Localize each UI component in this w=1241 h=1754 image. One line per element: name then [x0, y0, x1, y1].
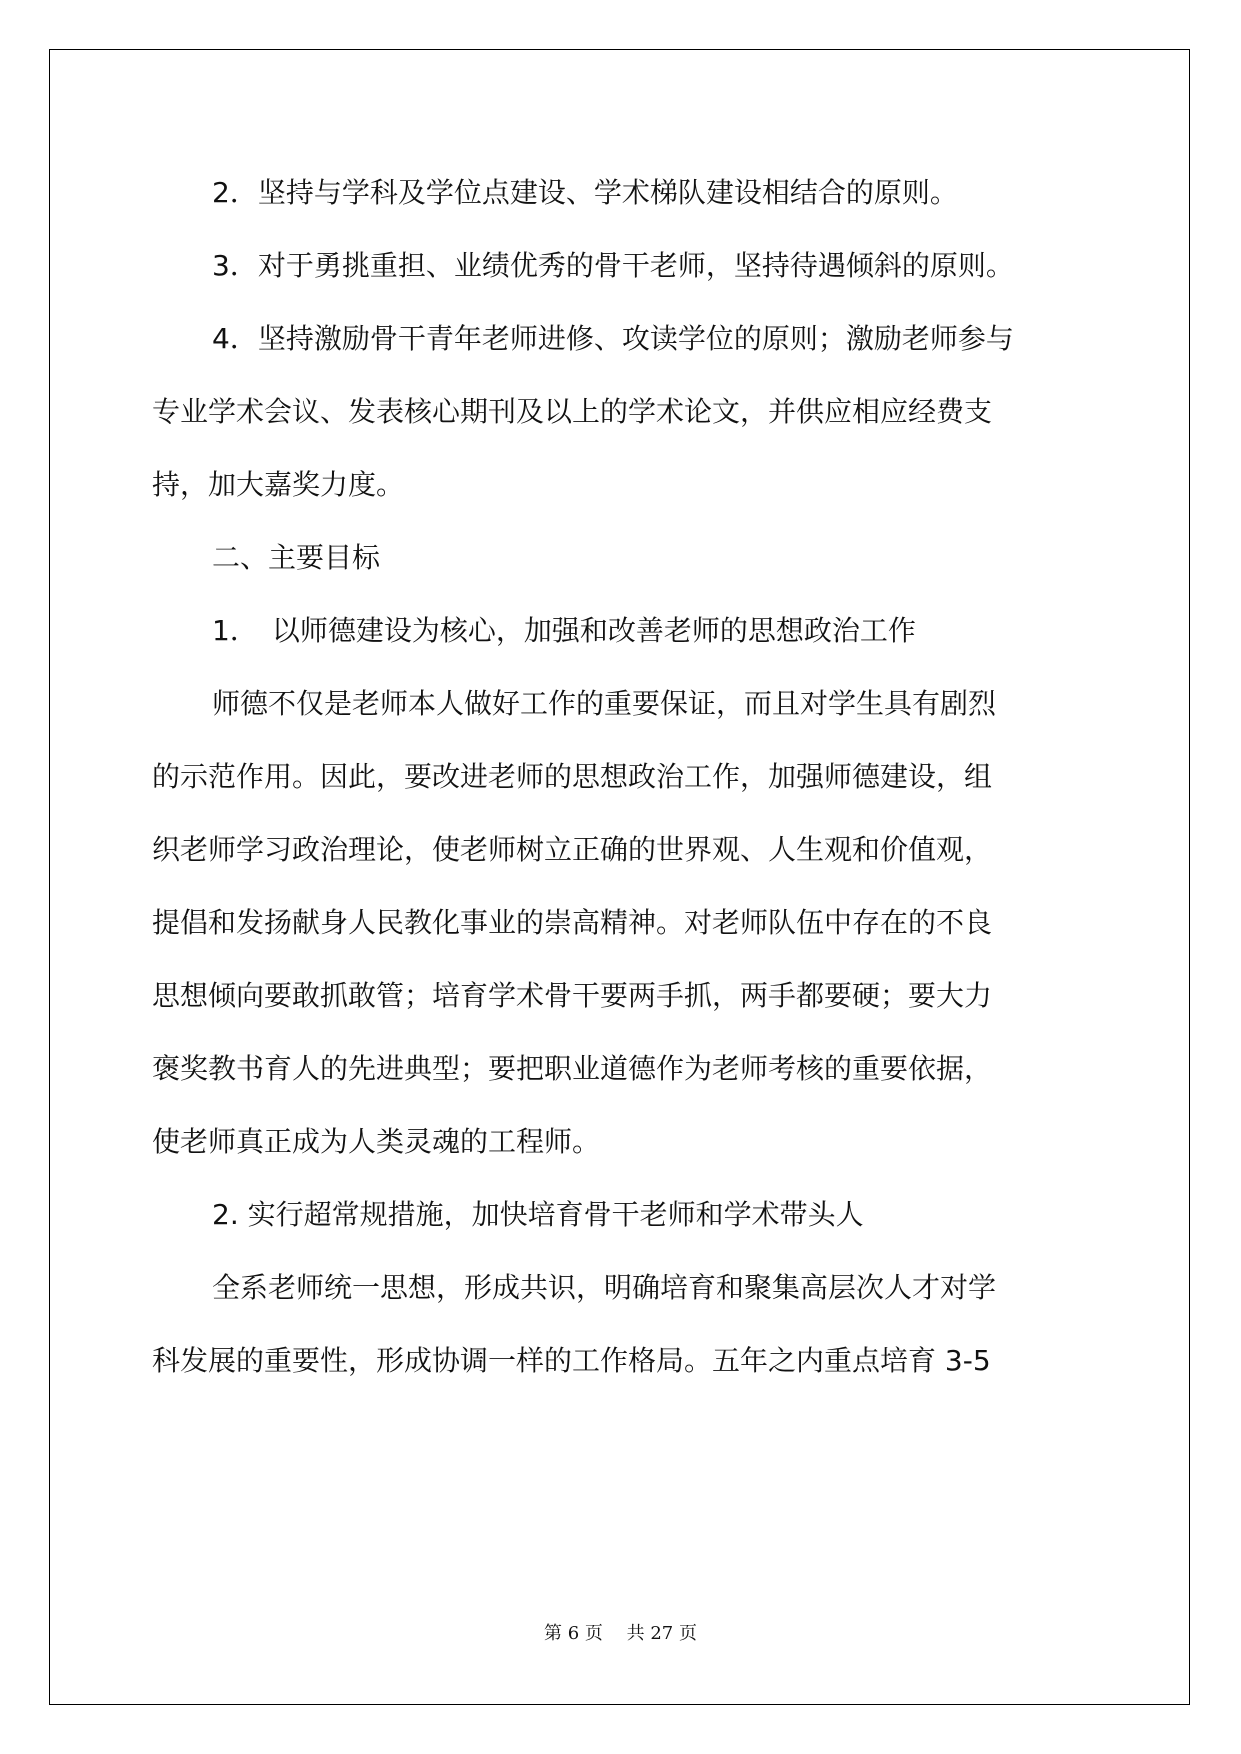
goal-2-paragraph-line-1: 全系老师统一思想，形成共识，明确培育和聚集高层次人才对学	[212, 1271, 997, 1304]
goal-1-paragraph-line-1: 师德不仅是老师本人做好工作的重要保证，而且对学生具有剧烈	[212, 687, 997, 720]
principle-2-line: 2．坚持与学科及学位点建设、学术梯队建设相结合的原则。	[212, 176, 958, 209]
principle-4-line-1: 4．坚持激励骨干青年老师进修、攻读学位的原则；激励老师参与	[212, 322, 1014, 355]
goal-1-paragraph-line-6: 褒奖教书育人的先进典型；要把职业道德作为老师考核的重要依据，	[152, 1052, 993, 1085]
goal-1-paragraph-line-3: 织老师学习政治理论，使老师树立正确的世界观、人生观和价值观，	[152, 833, 993, 866]
page-number-footer: 第 6 页 共 27 页	[544, 1623, 697, 1644]
principle-3-line: 3．对于勇挑重担、业绩优秀的骨干老师，坚持待遇倾斜的原则。	[212, 249, 1014, 282]
principle-4-line-2: 专业学术会议、发表核心期刊及以上的学术论文，并供应相应经费支	[152, 395, 993, 428]
goal-1-paragraph-line-4: 提倡和发扬献身人民教化事业的崇高精神。对老师队伍中存在的不良	[152, 906, 993, 939]
page-border	[49, 49, 1190, 1705]
goal-2-heading: 2. 实行超常规措施，加快培育骨干老师和学术带头人	[212, 1198, 864, 1231]
goal-1-paragraph-line-5: 思想倾向要敢抓敢管；培育学术骨干要两手抓，两手都要硬；要大力	[152, 979, 993, 1012]
goal-1-paragraph-line-2: 的示范作用。因此，要改进老师的思想政治工作，加强师德建设，组	[152, 760, 993, 793]
goal-2-paragraph-line-2: 科发展的重要性，形成协调一样的工作格局。五年之内重点培育 3-5	[152, 1344, 991, 1377]
goal-1-heading: 1． 以师德建设为核心，加强和改善老师的思想政治工作	[212, 614, 916, 647]
section-heading-main-goals: 二、主要目标	[212, 541, 381, 574]
goal-1-paragraph-line-7: 使老师真正成为人类灵魂的工程师。	[152, 1125, 601, 1158]
principle-4-line-3: 持，加大嘉奖力度。	[152, 468, 405, 501]
